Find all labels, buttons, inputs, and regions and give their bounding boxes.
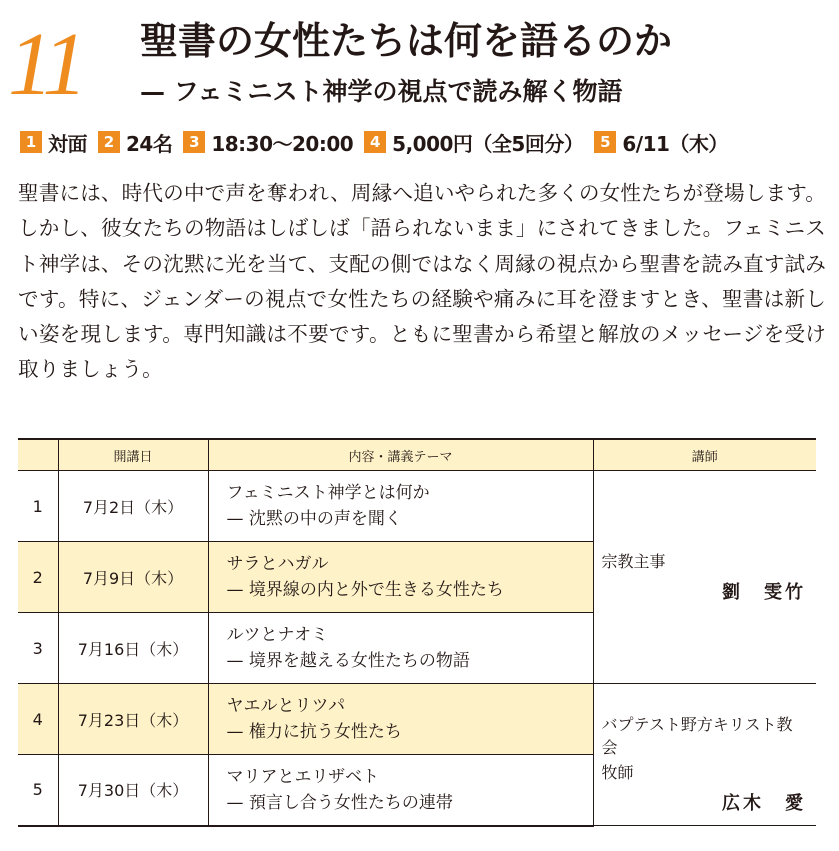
session-theme xyxy=(208,755,593,826)
info-badge: 2 xyxy=(98,131,120,153)
table-row xyxy=(18,471,816,542)
info-format xyxy=(20,128,87,157)
theme-subtitle: — 境界を越える女性たちの物語 xyxy=(226,651,470,671)
table-row xyxy=(18,684,816,755)
theme-title: サラとハガル xyxy=(226,554,329,574)
session-number: 3 xyxy=(18,613,58,684)
info-badge: 4 xyxy=(364,131,386,153)
lecturer-cell xyxy=(593,684,816,826)
theme-subtitle: — 預言し合う女性たちの連帯 xyxy=(226,792,453,813)
session-theme xyxy=(208,471,593,542)
lecturer-name: 広木 愛 xyxy=(722,793,806,814)
session-date: 7月30日（木） xyxy=(58,755,208,826)
header-theme: 内容・講義テーマ xyxy=(208,439,593,471)
theme-title: ルツとナオミ xyxy=(226,625,329,645)
session-number: 2 xyxy=(18,542,58,613)
info-capacity-value: 24名 xyxy=(126,131,173,156)
lecturer-cell xyxy=(593,471,816,684)
info-time xyxy=(183,128,353,157)
schedule-table xyxy=(18,438,816,827)
theme-subtitle: — 境界線の内と外で生きる女性たち xyxy=(226,580,504,600)
lecturer-role: 牧師 xyxy=(601,763,634,782)
lecturer-name: 劉 雯竹 xyxy=(722,582,806,603)
session-date: 7月16日（木） xyxy=(58,613,208,684)
info-fee xyxy=(364,128,583,157)
course-description: 聖書には、時代の中で声を奪われ、周縁へ追いやられた多くの女性たちが登場します。しかし、彼女たちの物語はしばしば「語られないまま」にされてきました。フェミニスト神学は、その沈黙に光を当て、支配の側ではなく周縁の視点から聖書を読み直す試みです。特に、ジェンダーの視点で女性たちの経験や痛みに耳を澄ますとき、聖書は新しい姿を現します。専門知識は不要です。ともに聖書から希望と解放のメッセージを受け取りましょう。 xyxy=(18,181,826,382)
session-number: 4 xyxy=(18,684,58,755)
session-theme xyxy=(208,542,593,613)
lecturer-role: 宗教主事 xyxy=(601,552,666,571)
info-badge: 1 xyxy=(20,131,42,153)
course-number: 11 xyxy=(8,15,84,114)
course-subtitle: — フェミニスト神学の視点で読み解く物語 xyxy=(140,77,623,106)
info-fee-value: 5,000円（全5回分） xyxy=(392,131,584,156)
table-header-row xyxy=(18,439,816,471)
theme-subtitle: — 権力に抗う女性たち xyxy=(226,722,402,742)
course-title: 聖書の女性たちは何を語るのか xyxy=(140,18,673,63)
session-date: 7月2日（木） xyxy=(58,471,208,542)
session-number: 5 xyxy=(18,755,58,826)
info-deadline xyxy=(594,128,728,157)
header-date: 開講日 xyxy=(58,439,208,471)
theme-title: マリアとエリザベト xyxy=(226,766,380,787)
lecturer-role: バプテスト野方キリスト教会 xyxy=(601,715,793,757)
course-info-bar xyxy=(20,126,739,158)
info-time-value: 18:30〜20:00 xyxy=(211,131,354,156)
info-badge: 5 xyxy=(594,131,616,153)
session-theme xyxy=(208,684,593,755)
theme-title: ヤエルとリツパ xyxy=(226,696,346,716)
info-badge: 3 xyxy=(183,131,205,153)
session-date: 7月9日（木） xyxy=(58,542,208,613)
session-date: 7月23日（木） xyxy=(58,684,208,755)
session-theme xyxy=(208,613,593,684)
info-capacity xyxy=(98,128,172,157)
session-number: 1 xyxy=(18,471,58,542)
info-deadline-value: 6/11（木） xyxy=(622,131,728,156)
theme-subtitle: — 沈黙の中の声を聞く xyxy=(226,509,402,529)
header-no xyxy=(18,439,58,471)
header-lecturer: 講師 xyxy=(593,439,816,471)
theme-title: フェミニスト神学とは何か xyxy=(226,483,430,503)
info-format-value: 対面 xyxy=(48,131,87,156)
